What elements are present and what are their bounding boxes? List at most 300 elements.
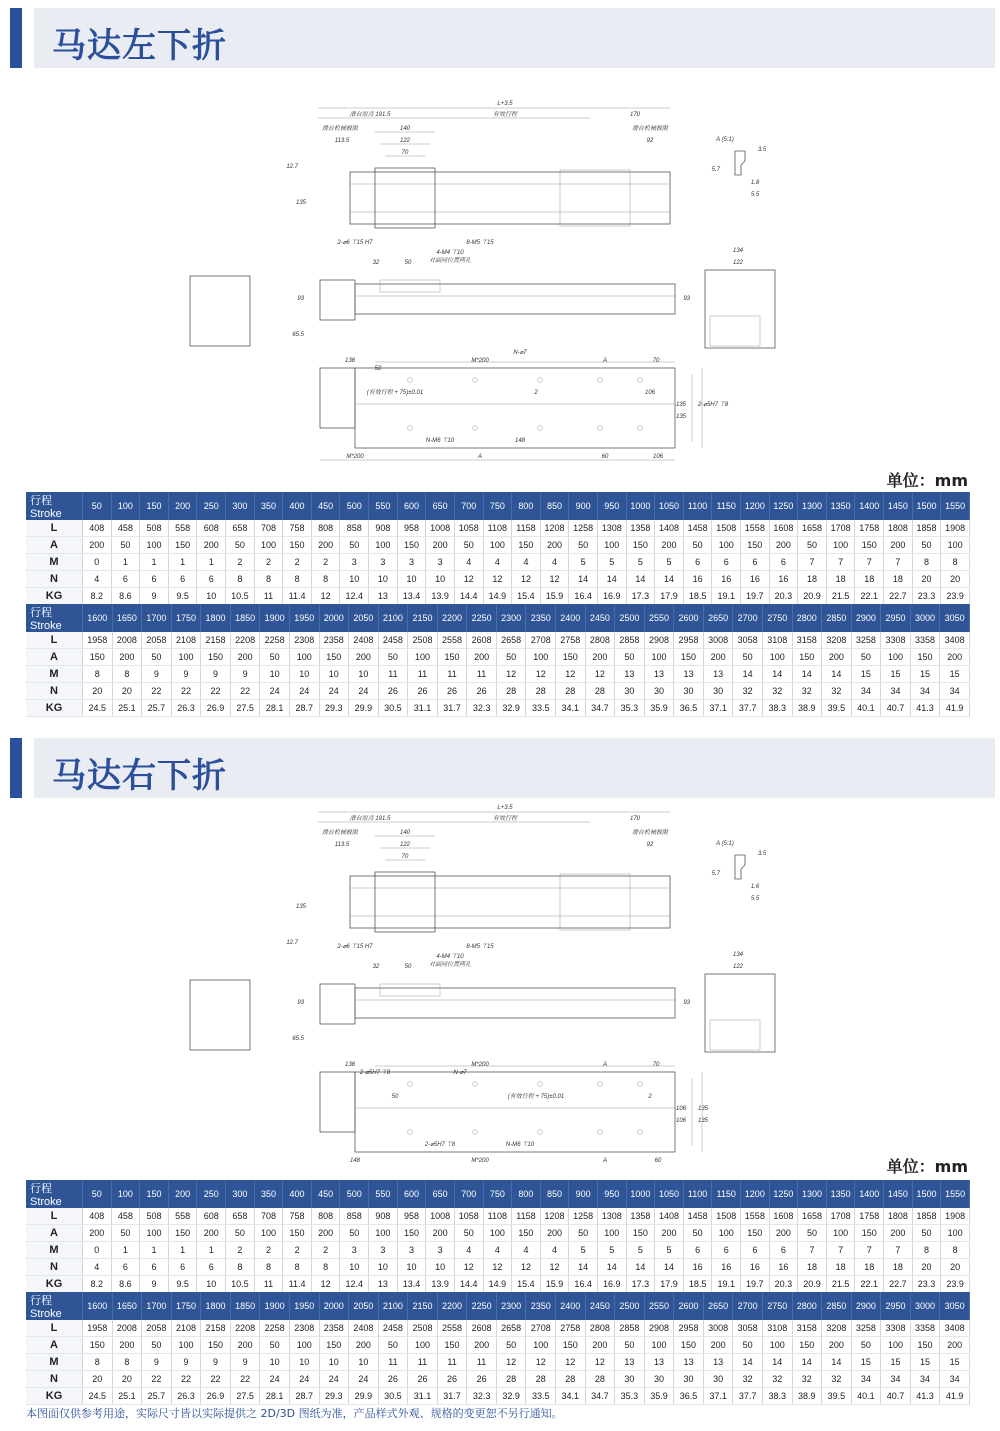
header-stroke-value: 1250 (769, 1180, 798, 1208)
table-cell: 30.5 (378, 1388, 408, 1405)
table-cell: 20 (83, 683, 113, 700)
header-stroke-value: 2950 (881, 604, 911, 632)
table-cell: 41.9 (940, 700, 970, 717)
dimension-label: 50 (374, 366, 382, 372)
table-cell: 200 (197, 537, 226, 554)
table-cell: 17.3 (626, 588, 655, 605)
row-label: M (26, 1354, 83, 1371)
table-cell: 26 (437, 683, 467, 700)
row-label: KG (26, 1276, 83, 1293)
table-cell: 7 (826, 1242, 855, 1259)
table-cell: 32.9 (496, 700, 526, 717)
table-cell: 26 (408, 1371, 438, 1388)
technical-drawing-right (180, 800, 790, 1162)
table-cell: 10 (197, 588, 226, 605)
dimension-label: 1.6 (750, 884, 760, 890)
table-row (26, 1276, 970, 1293)
table-cell: 5 (569, 554, 598, 571)
table-cell: 200 (540, 537, 569, 554)
table-cell: 32.9 (496, 1388, 526, 1405)
table-cell: 12 (526, 1354, 556, 1371)
header-stroke-value: 1550 (941, 492, 970, 520)
dimension-label: 2-⌀5H7 ⊤8 (359, 1070, 391, 1076)
dimension-label: M*200 (471, 1158, 489, 1162)
dimension-label: 8-M5 ⊤15 (466, 944, 494, 950)
table-cell: 13 (369, 1276, 398, 1293)
table-cell: 16 (769, 571, 798, 588)
table-cell: 4 (483, 554, 512, 571)
mount-hole (638, 1130, 643, 1135)
table-cell: 50 (615, 1337, 645, 1354)
table-cell: 150 (910, 649, 940, 666)
row-label: A (26, 649, 83, 666)
table-cell: 3408 (940, 632, 970, 649)
table-cell: 3 (369, 1242, 398, 1259)
dimension-label: 对面同位置两孔 (428, 962, 472, 968)
table-cell: 6 (712, 554, 741, 571)
table-cell: 2508 (408, 1320, 438, 1337)
table-cell: 1358 (626, 1208, 655, 1225)
table-cell: 100 (597, 1225, 626, 1242)
table-cell: 28 (526, 1371, 556, 1388)
table-cell: 11 (437, 1354, 467, 1371)
header-stroke-value: 2950 (881, 1292, 911, 1320)
dimension-label: 122 (732, 260, 744, 266)
table-cell: 50 (733, 1337, 763, 1354)
table-cell: 35.3 (615, 1388, 645, 1405)
table-cell: 50 (378, 1337, 408, 1354)
table-cell: 9 (142, 666, 172, 683)
spec-table (26, 1292, 970, 1405)
header-stroke-value: 1700 (142, 1292, 172, 1320)
table-cell: 200 (83, 1225, 112, 1242)
table-cell: 1 (140, 1242, 169, 1259)
table-cell: 50 (912, 537, 941, 554)
header-stroke-value: 3050 (940, 604, 970, 632)
table-cell: 9 (142, 1354, 172, 1371)
table-cell: 1508 (712, 1208, 741, 1225)
table-cell: 4 (540, 554, 569, 571)
table-cell: 50 (226, 1225, 255, 1242)
table-cell: 7 (855, 554, 884, 571)
table-cell: 858 (340, 1208, 369, 1225)
table-cell: 6 (683, 554, 712, 571)
dimension-label: 5.5 (750, 896, 760, 902)
table-cell: 3358 (910, 632, 940, 649)
header-stroke-value: 2050 (349, 1292, 379, 1320)
table-cell: 8 (283, 1259, 312, 1276)
dimension-label: 4-M4 ⊤10 (436, 954, 464, 960)
header-stroke-value: 450 (311, 1180, 340, 1208)
table-cell: 1558 (741, 1208, 770, 1225)
table-cell: 17.3 (626, 1276, 655, 1293)
table-cell: 50 (912, 1225, 941, 1242)
header-stroke-value: 50 (83, 1180, 112, 1208)
table-cell: 32.3 (467, 1388, 497, 1405)
table-cell: 150 (283, 1225, 312, 1242)
dimension-label: 32 (372, 964, 380, 970)
dimension-label: 140 (399, 126, 411, 132)
header-stroke-value: 2200 (437, 1292, 467, 1320)
header-stroke-value: 1500 (912, 1180, 941, 1208)
table-cell: 23.3 (912, 588, 941, 605)
table-cell: 1058 (454, 1208, 483, 1225)
dimension-label: 滑台机械极限 (321, 830, 359, 836)
table-cell: 20 (83, 1371, 113, 1388)
table-cell: 100 (254, 537, 283, 554)
table-cell: 508 (140, 520, 169, 537)
table-cell: 11 (254, 588, 283, 605)
table-cell: 3108 (762, 632, 792, 649)
table-cell: 15 (940, 1354, 970, 1371)
table-cell: 12 (585, 1354, 615, 1371)
table-cell: 20 (941, 571, 970, 588)
unit-label: 单位：mm (886, 1157, 968, 1176)
table-cell: 11 (467, 666, 497, 683)
header-stroke-value: 1000 (626, 492, 655, 520)
table-cell: 758 (283, 1208, 312, 1225)
table-cell: 200 (585, 1337, 615, 1354)
header-stroke-value: 1650 (112, 1292, 142, 1320)
table-cell: 3 (397, 1242, 426, 1259)
table-cell: 4 (83, 1259, 112, 1276)
table-cell: 150 (792, 1337, 822, 1354)
table-header-row (26, 1180, 970, 1208)
table-cell: 8 (83, 1354, 113, 1371)
table-cell: 200 (703, 1337, 733, 1354)
table-cell: 4 (512, 1242, 541, 1259)
table-cell: 1 (168, 554, 197, 571)
table-cell: 608 (197, 520, 226, 537)
table-cell: 21.5 (826, 1276, 855, 1293)
dimension-label: 32 (372, 260, 380, 266)
table-cell: 50 (226, 537, 255, 554)
table-cell: 20.9 (798, 1276, 827, 1293)
table-cell: 8 (112, 666, 142, 683)
table-cell: 150 (855, 537, 884, 554)
table-cell: 1858 (912, 1208, 941, 1225)
table-cell: 100 (483, 1225, 512, 1242)
table-cell: 150 (674, 1337, 704, 1354)
end-view-left (190, 980, 250, 1050)
header-stroke-value: 1950 (289, 604, 319, 632)
table-cell: 50 (142, 649, 172, 666)
table-cell: 2308 (289, 632, 319, 649)
header-stroke-value: 2300 (496, 1292, 526, 1320)
table-cell: 39.5 (822, 700, 852, 717)
table-cell: 658 (226, 1208, 255, 1225)
table-cell: 1258 (569, 1208, 598, 1225)
header-stroke-value: 2500 (615, 1292, 645, 1320)
table-cell: 9 (171, 1354, 201, 1371)
table-cell: 14 (626, 1259, 655, 1276)
table-cell: 12 (496, 1354, 526, 1371)
motor-block (320, 280, 355, 320)
table-cell: 13.9 (426, 1276, 455, 1293)
table-cell: 14 (569, 571, 598, 588)
table-cell: 3058 (733, 632, 763, 649)
dimension-label: 65.5 (292, 332, 304, 338)
table-cell: 2508 (408, 632, 438, 649)
table-cell: 28 (526, 683, 556, 700)
dimension-label: 5.7 (711, 167, 720, 173)
table-cell: 24 (349, 683, 379, 700)
header-stroke-value: 2450 (585, 604, 615, 632)
table-cell: 30 (644, 683, 674, 700)
carriage-side (380, 984, 440, 996)
spec-table (26, 1180, 970, 1293)
dimension-label: 2 (534, 390, 538, 396)
table-cell: 32 (762, 683, 792, 700)
table-cell: 3 (397, 554, 426, 571)
header-stroke-value: 850 (540, 492, 569, 520)
header-stroke-value: 1350 (826, 492, 855, 520)
table-cell: 6 (712, 1242, 741, 1259)
table-cell: 200 (940, 649, 970, 666)
table-cell: 3 (340, 1242, 369, 1259)
header-stroke-value: 550 (369, 492, 398, 520)
header-stroke-value: 400 (283, 1180, 312, 1208)
table-cell: 34 (910, 683, 940, 700)
table-cell: 1 (168, 1242, 197, 1259)
table-cell: 13 (703, 1354, 733, 1371)
table-cell: 35.9 (644, 700, 674, 717)
table-cell: 2408 (349, 632, 379, 649)
header-stroke-value: 2100 (378, 1292, 408, 1320)
dimension-label: 70 (401, 854, 409, 860)
table-cell: 26 (408, 683, 438, 700)
header-stroke-value: 2250 (467, 1292, 497, 1320)
table-cell: 2 (226, 1242, 255, 1259)
header-stroke-value: 600 (397, 492, 426, 520)
table-cell: 16 (712, 1259, 741, 1276)
table-cell: 20.3 (769, 1276, 798, 1293)
table-cell: 25.1 (112, 700, 142, 717)
table-cell: 7 (798, 554, 827, 571)
table-cell: 100 (369, 1225, 398, 1242)
header-stroke-value: 750 (483, 1180, 512, 1208)
table-cell: 1608 (769, 520, 798, 537)
header-stroke-value: 600 (397, 1180, 426, 1208)
header-stroke-value: 1300 (798, 1180, 827, 1208)
table-cell: 1258 (569, 520, 598, 537)
header-stroke-value: 850 (540, 1180, 569, 1208)
table-cell: 8 (83, 666, 113, 683)
table-cell: 200 (822, 1337, 852, 1354)
table-cell: 758 (283, 520, 312, 537)
table-cell: 6 (683, 1242, 712, 1259)
table-cell: 8 (283, 571, 312, 588)
header-stroke-value: 1150 (712, 1180, 741, 1208)
dimension-label: 122 (399, 138, 411, 144)
table-cell: 200 (655, 1225, 684, 1242)
table-cell: 5 (569, 1242, 598, 1259)
dimension-label: 106 (652, 454, 664, 460)
table-cell: 15 (910, 1354, 940, 1371)
table-cell: 30 (674, 1371, 704, 1388)
dimension-label: 有效行程 (492, 112, 518, 118)
dimension-label: 135 (675, 414, 686, 420)
dimension-label: A (602, 358, 608, 364)
table-cell: 40.1 (851, 700, 881, 717)
table-cell: 2708 (526, 1320, 556, 1337)
table-cell: 1 (140, 554, 169, 571)
table-cell: 150 (168, 537, 197, 554)
table-cell: 38.3 (762, 700, 792, 717)
table-cell: 100 (826, 1225, 855, 1242)
table-cell: 17.9 (655, 1276, 684, 1293)
table-cell: 150 (397, 537, 426, 554)
table-cell: 18 (798, 571, 827, 588)
table-row (26, 1208, 970, 1225)
section-header-right (10, 738, 995, 798)
table-cell: 50 (683, 1225, 712, 1242)
table-cell: 40.1 (851, 1388, 881, 1405)
table-cell: 2258 (260, 632, 290, 649)
table-cell: 37.1 (703, 1388, 733, 1405)
dimension-label: N-M6 ⊤10 (425, 438, 455, 444)
header-stroke-value: 2150 (408, 604, 438, 632)
table-cell: 150 (319, 649, 349, 666)
table-cell: 14 (655, 571, 684, 588)
mount-hole (538, 1082, 543, 1087)
dimension-label: (有效行程 + 75)±0.01 (366, 390, 424, 396)
table-cell: 17.9 (655, 588, 684, 605)
table-cell: 38.9 (792, 1388, 822, 1405)
dimension-label: 滑台原点 191.5 (349, 816, 391, 822)
table-cell: 26.9 (201, 700, 231, 717)
rail-body-side (355, 284, 675, 314)
table-cell: 458 (111, 1208, 140, 1225)
header-stroke-value: 350 (254, 492, 283, 520)
header-stroke-value: 150 (140, 492, 169, 520)
table-cell: 10 (426, 1259, 455, 1276)
table-cell: 150 (556, 649, 586, 666)
table-cell: 8 (226, 1259, 255, 1276)
table-cell: 29.9 (349, 1388, 379, 1405)
table-cell: 2958 (674, 1320, 704, 1337)
header-stroke-value: 1400 (855, 492, 884, 520)
table-cell: 150 (283, 537, 312, 554)
table-cell: 14.9 (483, 588, 512, 605)
row-label: A (26, 537, 83, 554)
table-cell: 2 (283, 554, 312, 571)
section-title: 马达右下折 (52, 756, 227, 796)
dimension-label: 2-⌀5H7 ⊤8 (698, 402, 729, 408)
table-cell: 12.4 (340, 588, 369, 605)
table-cell: 150 (437, 649, 467, 666)
table-cell: 3308 (881, 1320, 911, 1337)
table-cell: 2608 (467, 1320, 497, 1337)
table-cell: 14 (655, 1259, 684, 1276)
header-stroke-value: 3000 (910, 1292, 940, 1320)
table-cell: 4 (454, 1242, 483, 1259)
dimension-label: 60 (654, 1158, 662, 1162)
table-cell: 41.9 (940, 1388, 970, 1405)
table-cell: 100 (881, 649, 911, 666)
table-cell: 24 (349, 1371, 379, 1388)
table-cell: 30 (615, 683, 645, 700)
mount-hole (638, 378, 643, 383)
table-cell: 100 (171, 649, 201, 666)
table-cell: 150 (855, 1225, 884, 1242)
dimension-label: N-⌀7 (513, 350, 527, 356)
table-cell: 10 (397, 1259, 426, 1276)
header-stroke-value: 400 (283, 492, 312, 520)
dimension-label: A (602, 1062, 608, 1068)
table-cell: 12 (512, 1259, 541, 1276)
table-cell: 100 (712, 537, 741, 554)
table-row (26, 666, 970, 683)
table-cell: 9 (171, 666, 201, 683)
table-cell: 26.3 (171, 700, 201, 717)
table-cell: 34 (881, 683, 911, 700)
header-stroke-value: 1850 (230, 1292, 260, 1320)
end-view-motor (710, 316, 760, 346)
table-cell: 150 (83, 649, 113, 666)
header-stroke-value: 950 (597, 492, 626, 520)
dimension-label: M*200 (471, 1062, 489, 1068)
table-cell: 2358 (319, 632, 349, 649)
table-cell: 958 (397, 1208, 426, 1225)
table-cell: 10 (289, 666, 319, 683)
table-cell: 100 (526, 649, 556, 666)
table-cell: 10 (260, 1354, 290, 1371)
table-cell: 3308 (881, 632, 911, 649)
table-row (26, 1371, 970, 1388)
table-cell: 2308 (289, 1320, 319, 1337)
section-accent-bar (10, 738, 22, 798)
table-cell: 1808 (884, 520, 913, 537)
table-cell: 150 (556, 1337, 586, 1354)
table-cell: 1908 (941, 520, 970, 537)
table-cell: 18 (855, 571, 884, 588)
row-label: L (26, 632, 83, 649)
table-cell: 50 (378, 649, 408, 666)
table-cell: 19.1 (712, 1276, 741, 1293)
table-cell: 1558 (741, 520, 770, 537)
table-cell: 6 (769, 554, 798, 571)
rail-body-bottom (355, 1072, 675, 1152)
table-cell: 1758 (855, 1208, 884, 1225)
header-stroke-value: 900 (569, 1180, 598, 1208)
header-stroke-value: 3050 (940, 1292, 970, 1320)
table-cell: 1108 (483, 520, 512, 537)
table-cell: 50 (569, 1225, 598, 1242)
table-cell: 2058 (142, 1320, 172, 1337)
table-cell: 7 (855, 1242, 884, 1259)
table-cell: 10.5 (226, 588, 255, 605)
spec-table (26, 604, 970, 717)
table-cell: 36.5 (674, 1388, 704, 1405)
table-cell: 20 (912, 1259, 941, 1276)
table-cell: 37.1 (703, 700, 733, 717)
table-cell: 10 (340, 571, 369, 588)
table-row (26, 1354, 970, 1371)
table-cell: 13.9 (426, 588, 455, 605)
table-cell: 32.3 (467, 700, 497, 717)
table-cell: 2008 (112, 632, 142, 649)
table-cell: 0 (83, 554, 112, 571)
end-view-right (705, 974, 775, 1052)
table-cell: 1108 (483, 1208, 512, 1225)
table-cell: 22.7 (884, 1276, 913, 1293)
table-cell: 3008 (703, 632, 733, 649)
table-cell: 50 (851, 649, 881, 666)
table-cell: 28.1 (260, 700, 290, 717)
table-cell: 8.6 (111, 588, 140, 605)
table-cell: 3008 (703, 1320, 733, 1337)
